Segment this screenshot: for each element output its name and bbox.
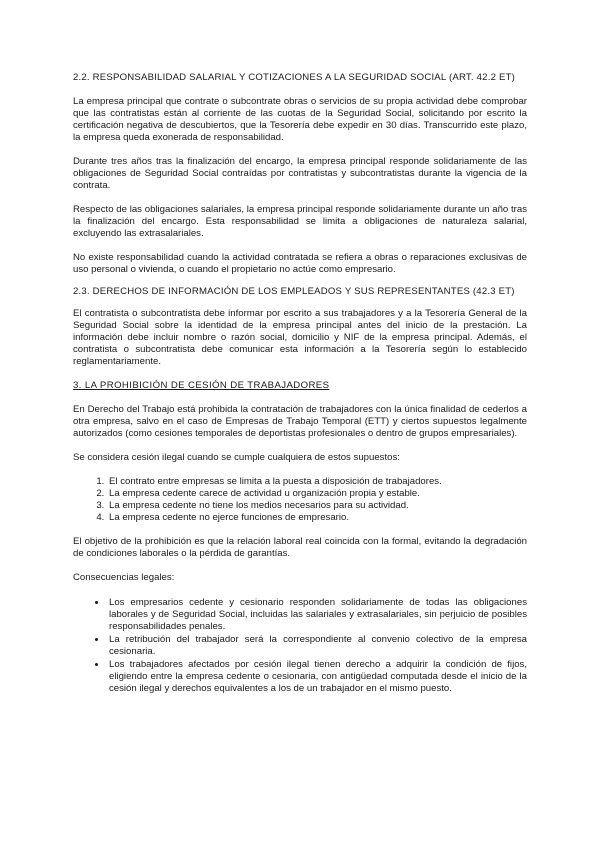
list-item: 4. La empresa cedente no ejerce funciones de empresario. <box>107 512 527 524</box>
list-item: 2. La empresa cedente carece de actividad u organización propia y estable. <box>107 488 527 500</box>
section-2-2-paragraph-4: No existe responsabilidad cuando la actividad contratada se refiera a obras o reparaciones exclusivas de uso personal o vivienda, o cuando el propietario no actúe como empresario. <box>73 252 527 275</box>
illegal-cession-list <box>73 476 527 524</box>
list-item: • Los trabajadores afectados por cesión ilegal tienen derecho a adquirir la condición de fijos, eligiendo entre la empresa cedente o cesionaria, con antigüedad computada desde el inicio de la cesión ilegal y derechos equivalentes a los de un trabajador en el mismo puesto. <box>107 658 527 695</box>
section-3-paragraph-1: En Derecho del Trabajo está prohibida la contratación de trabajadores con la única finalidad de cederlos a otra empresa, salvo en el caso de Empresas de Trabajo Temporal (ETT) y ciertos supuestos legalmente autorizados (como cesiones temporales de deportistas profesionales o dentro de grupos empresariales). <box>73 404 527 439</box>
section-2-2-heading: 2.2. RESPONSABILIDAD SALARIAL Y COTIZACIONES A LA SEGURIDAD SOCIAL (ART. 42.2 ET) <box>73 72 516 83</box>
section-2-2-paragraph-2: Durante tres años tras la finalización del encargo, la empresa principal responde solidariamente de las obligaciones de Seguridad Social contraídas por contratistas y subcontratistas durante la vigencia de la contrata. <box>73 156 527 191</box>
section-3-paragraph-3: El objetivo de la prohibición es que la relación laboral real coincida con la formal, evitando la degradación de condiciones laborales o la pérdida de garantías. <box>73 536 527 559</box>
list-item: 1. El contrato entre empresas se limita a la puesta a disposición de trabajadores. <box>107 476 527 488</box>
section-2-2-paragraph-3: Respecto de las obligaciones salariales, la empresa principal responde solidariamente durante un año tras la finalización del encargo. Esta responsabilidad se limita a obligaciones de naturaleza salarial, excluyendo las extrasalariales. <box>73 204 527 239</box>
section-3-paragraph-2: Se considera cesión ilegal cuando se cumple cualquiera de estos supuestos: <box>73 452 400 463</box>
document-page <box>73 72 527 695</box>
list-item: 3. La empresa cedente no tiene los medios necesarios para su actividad. <box>107 500 527 512</box>
list-item: • Los empresarios cedente y cesionario responden solidariamente de todas las obligaciones laborales y de Seguridad Social, incluidas las salariales y extrasalariales, sin perjuicio de posibles responsabilidades penales. <box>107 596 527 633</box>
section-3-paragraph-4: Consecuencias legales: <box>73 572 175 583</box>
section-2-3-paragraph-1: El contratista o subcontratista debe informar por escrito a sus trabajadores y a la Tesorería General de la Seguridad Social sobre la identidad de la empresa principal antes del inicio de la prestación. La información debe incluir nombre o razón social, domicilio y NIF de la empresa principal. Además, el contratista o subcontratista debe comunicar esta información a la Tesorería según lo establecido reglamentariamente. <box>73 308 527 367</box>
legal-consequences-list <box>73 596 527 695</box>
section-2-3-heading: 2.3. DERECHOS DE INFORMACIÓN DE LOS EMPLEADOS Y SUS REPRESENTANTES (42.3 ET) <box>73 286 515 297</box>
section-3-heading: 3. LA PROHIBICIÓN DE CESIÓN DE TRABAJADORES <box>73 380 330 391</box>
list-item: • La retribución del trabajador será la correspondiente al convenio colectivo de la empresa cesionaria. <box>107 633 527 658</box>
section-2-2-paragraph-1: La empresa principal que contrate o subcontrate obras o servicios de su propia actividad debe comprobar que las contratistas están al corriente de las cuotas de la Seguridad Social, solicitando por escrito la certificación negativa de descubiertos, que la Tesorería debe expedir en 30 días. Transcurrido este plazo, la empresa queda exonerada de responsabilidad. <box>73 96 527 143</box>
